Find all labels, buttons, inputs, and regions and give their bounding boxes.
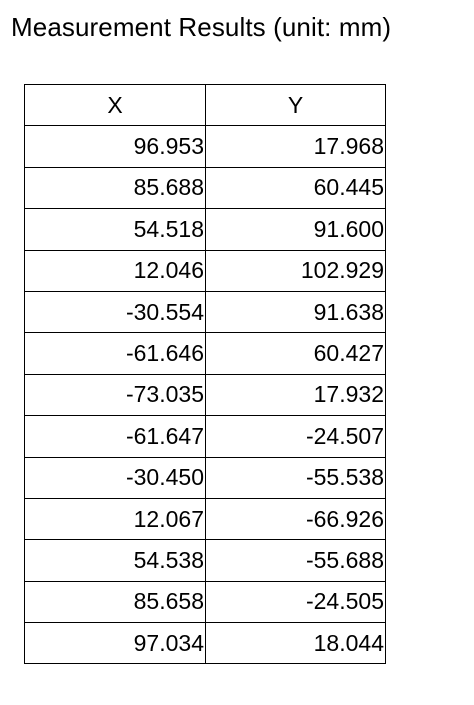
column-header-y: Y — [206, 85, 386, 126]
cell-y: 91.600 — [206, 209, 386, 250]
cell-x: 85.658 — [25, 581, 206, 622]
cell-y: 17.932 — [206, 374, 386, 415]
cell-y: 17.968 — [206, 126, 386, 167]
cell-x: -73.035 — [25, 374, 206, 415]
cell-y: -24.505 — [206, 581, 386, 622]
cell-x: 12.046 — [25, 250, 206, 291]
table-row — [25, 623, 386, 664]
page-title: Measurement Results (unit: mm) — [11, 12, 392, 42]
cell-y: 60.445 — [206, 167, 386, 208]
table-row — [25, 250, 386, 291]
table-row — [25, 291, 386, 332]
table-header-row — [25, 85, 386, 126]
cell-x: -30.450 — [25, 457, 206, 498]
table-row — [25, 540, 386, 581]
table-row — [25, 581, 386, 622]
table-row — [25, 498, 386, 539]
table-row — [25, 416, 386, 457]
column-header-x: X — [25, 85, 206, 126]
cell-y: 60.427 — [206, 333, 386, 374]
table-row — [25, 374, 386, 415]
table-row — [25, 167, 386, 208]
cell-y: 18.044 — [206, 623, 386, 664]
cell-x: -61.647 — [25, 416, 206, 457]
cell-y: -66.926 — [206, 498, 386, 539]
cell-x: 85.688 — [25, 167, 206, 208]
table-row — [25, 333, 386, 374]
cell-y: 102.929 — [206, 250, 386, 291]
table-row — [25, 209, 386, 250]
cell-y: -24.507 — [206, 416, 386, 457]
cell-x: -30.554 — [25, 291, 206, 332]
cell-y: -55.538 — [206, 457, 386, 498]
table-row — [25, 126, 386, 167]
cell-x: 97.034 — [25, 623, 206, 664]
cell-y: 91.638 — [206, 291, 386, 332]
table-row — [25, 457, 386, 498]
cell-x: 54.518 — [25, 209, 206, 250]
measurement-table — [24, 84, 386, 664]
cell-x: -61.646 — [25, 333, 206, 374]
cell-x: 96.953 — [25, 126, 206, 167]
cell-y: -55.688 — [206, 540, 386, 581]
cell-x: 12.067 — [25, 498, 206, 539]
cell-x: 54.538 — [25, 540, 206, 581]
